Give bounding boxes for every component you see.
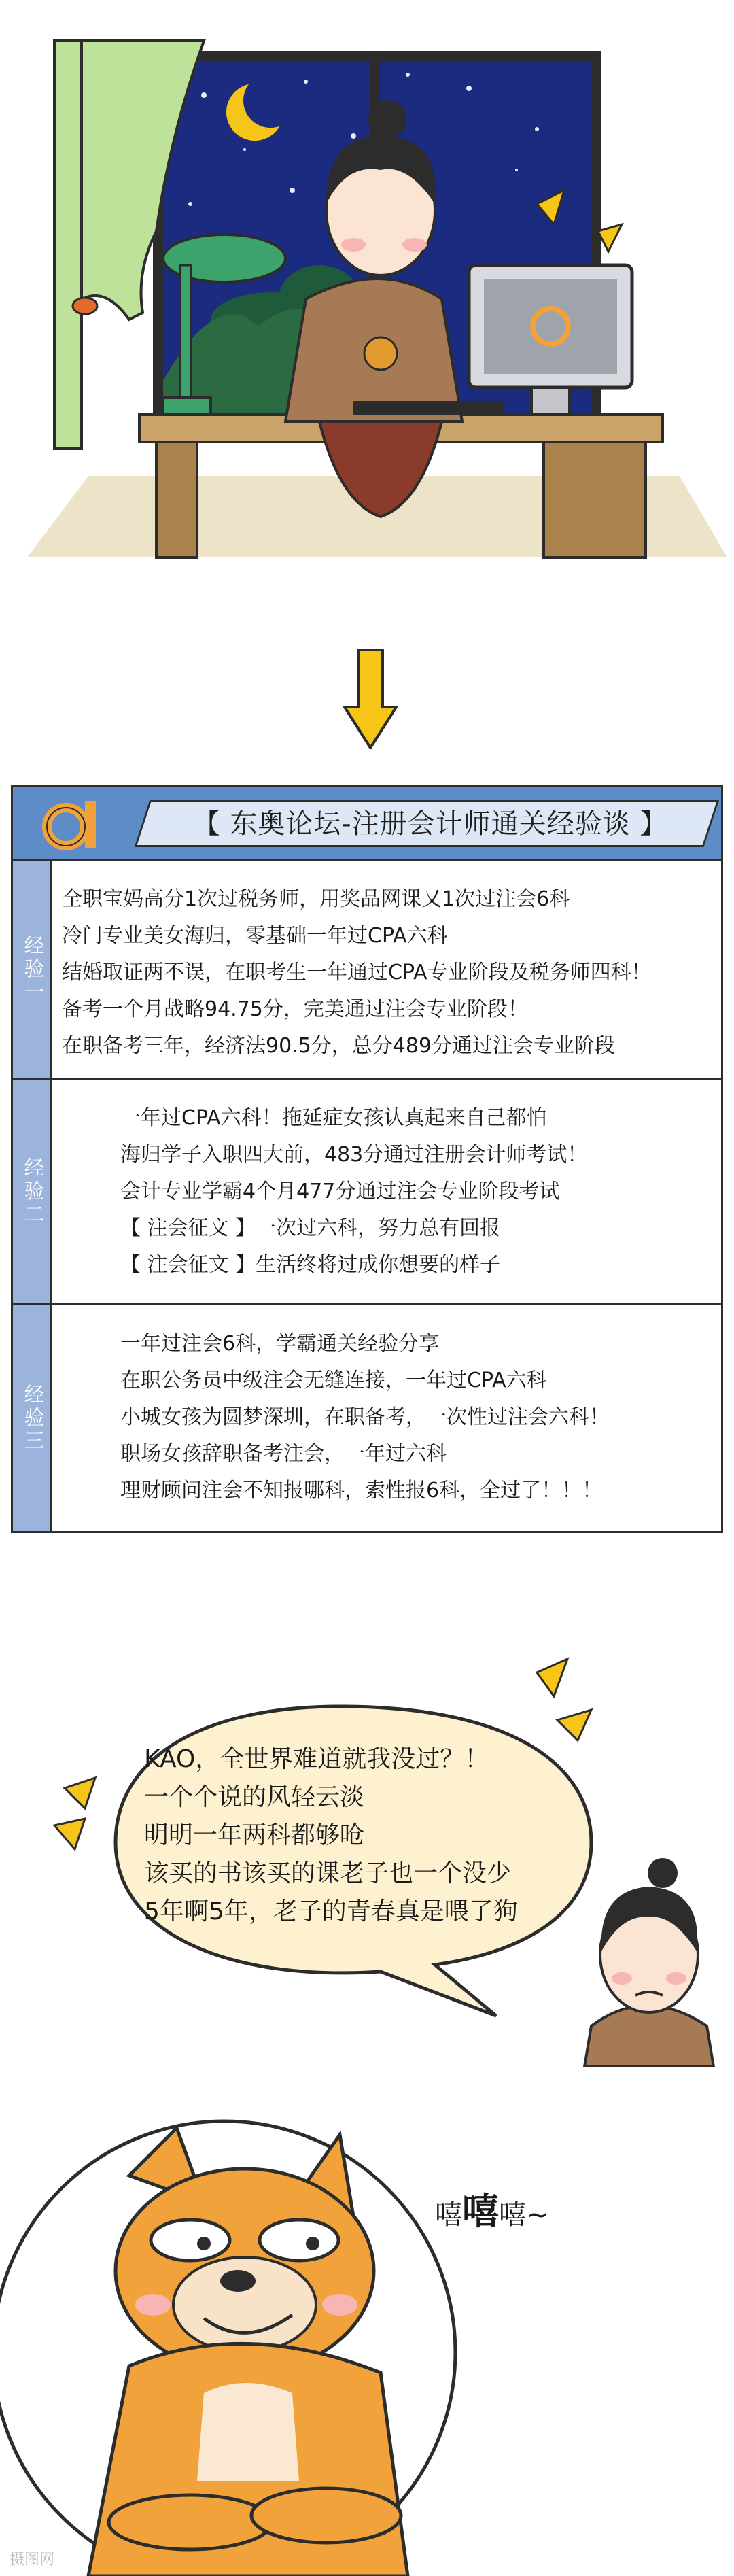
sparkle-icon [557, 1710, 591, 1740]
section-label: 经验二 [13, 1080, 52, 1303]
experience-link[interactable]: 一年过注会6科，学霸通关经验分享 [120, 1332, 440, 1356]
experience-link[interactable]: 在职公务员中级注会无缝连接，一年过CPA六科 [120, 1369, 547, 1392]
section-links [120, 1326, 734, 1509]
experience-link[interactable]: 全职宝妈高分1次过税务师，用奖品网课又1次过注会6科 [62, 887, 570, 911]
section-links [62, 881, 714, 1065]
speech-line: 明明一年两科都够呛 [144, 1821, 365, 1849]
panel-header [13, 787, 721, 861]
experience-link[interactable]: 备考一个月战略94.75分，完美通过注会专业阶段！ [62, 997, 528, 1021]
experience-link[interactable]: 【 注会征文 】生活终将过成你想要的样子 [120, 1253, 501, 1277]
speech-line: 该买的书该买的课老子也一个没少 [144, 1859, 512, 1887]
forum-experience-panel [11, 785, 723, 1533]
section-links [120, 1100, 734, 1284]
down-arrow-icon [343, 649, 398, 751]
night-study-illustration [0, 0, 734, 571]
watermark: 摄图网 [10, 2552, 55, 2569]
speech-line: 5年啊5年，老子的青春真是喂了狗 [144, 1897, 518, 1925]
experience-section-1 [13, 861, 721, 1080]
sparkle-icon [65, 1778, 95, 1808]
smug-cat-illustration [0, 2101, 734, 2576]
speech-line: 一个个说的风轻云淡 [144, 1783, 365, 1811]
giggle-text: 嘻嘻嘻~ [435, 2190, 549, 2233]
experience-link[interactable]: 结婚取证两不误，在职考生一年通过CPA专业阶段及税务师四科！ [62, 961, 652, 984]
experience-link[interactable]: 冷门专业美女海归，零基础一年过CPA六科 [62, 924, 448, 948]
experience-link[interactable]: 海归学子入职四大前，483分通过注册会计师考试！ [120, 1143, 588, 1167]
experience-link[interactable]: 理财顾问注会不知报哪科，索性报6科，全过了！！！ [120, 1479, 603, 1502]
experience-link[interactable]: 在职备考三年，经济法90.5分，总分489分通过注会专业阶段 [62, 1034, 616, 1058]
experience-link[interactable]: 小城女孩为圆梦深圳，在职备考，一次性过注会六科！ [120, 1405, 610, 1429]
panel-title: 【 东奥论坛-注册会计师通关经验谈 】 [192, 808, 668, 840]
experience-section-3 [13, 1305, 721, 1531]
experience-link[interactable]: 职场女孩辞职备考注会，一年过六科 [120, 1442, 447, 1466]
experience-link[interactable]: 一年过CPA六科！拖延症女孩认真起来自己都怕 [120, 1106, 547, 1130]
section-label: 经验一 [13, 861, 52, 1078]
experience-link[interactable]: 【 注会征文 】一次过六科，努力总有回报 [120, 1216, 501, 1240]
experience-section-2 [13, 1080, 721, 1305]
dongao-logo-icon [33, 800, 108, 850]
experience-link[interactable]: 会计专业学霸4个月477分通过注会专业阶段考试 [120, 1180, 560, 1203]
speech-line: KAO，全世界难道就我没过？！ [144, 1745, 489, 1773]
sparkle-icon [54, 1819, 85, 1849]
sparkle-icon [537, 1659, 567, 1696]
section-label: 经验三 [13, 1305, 52, 1531]
speech-bubble-text [144, 1740, 620, 1931]
